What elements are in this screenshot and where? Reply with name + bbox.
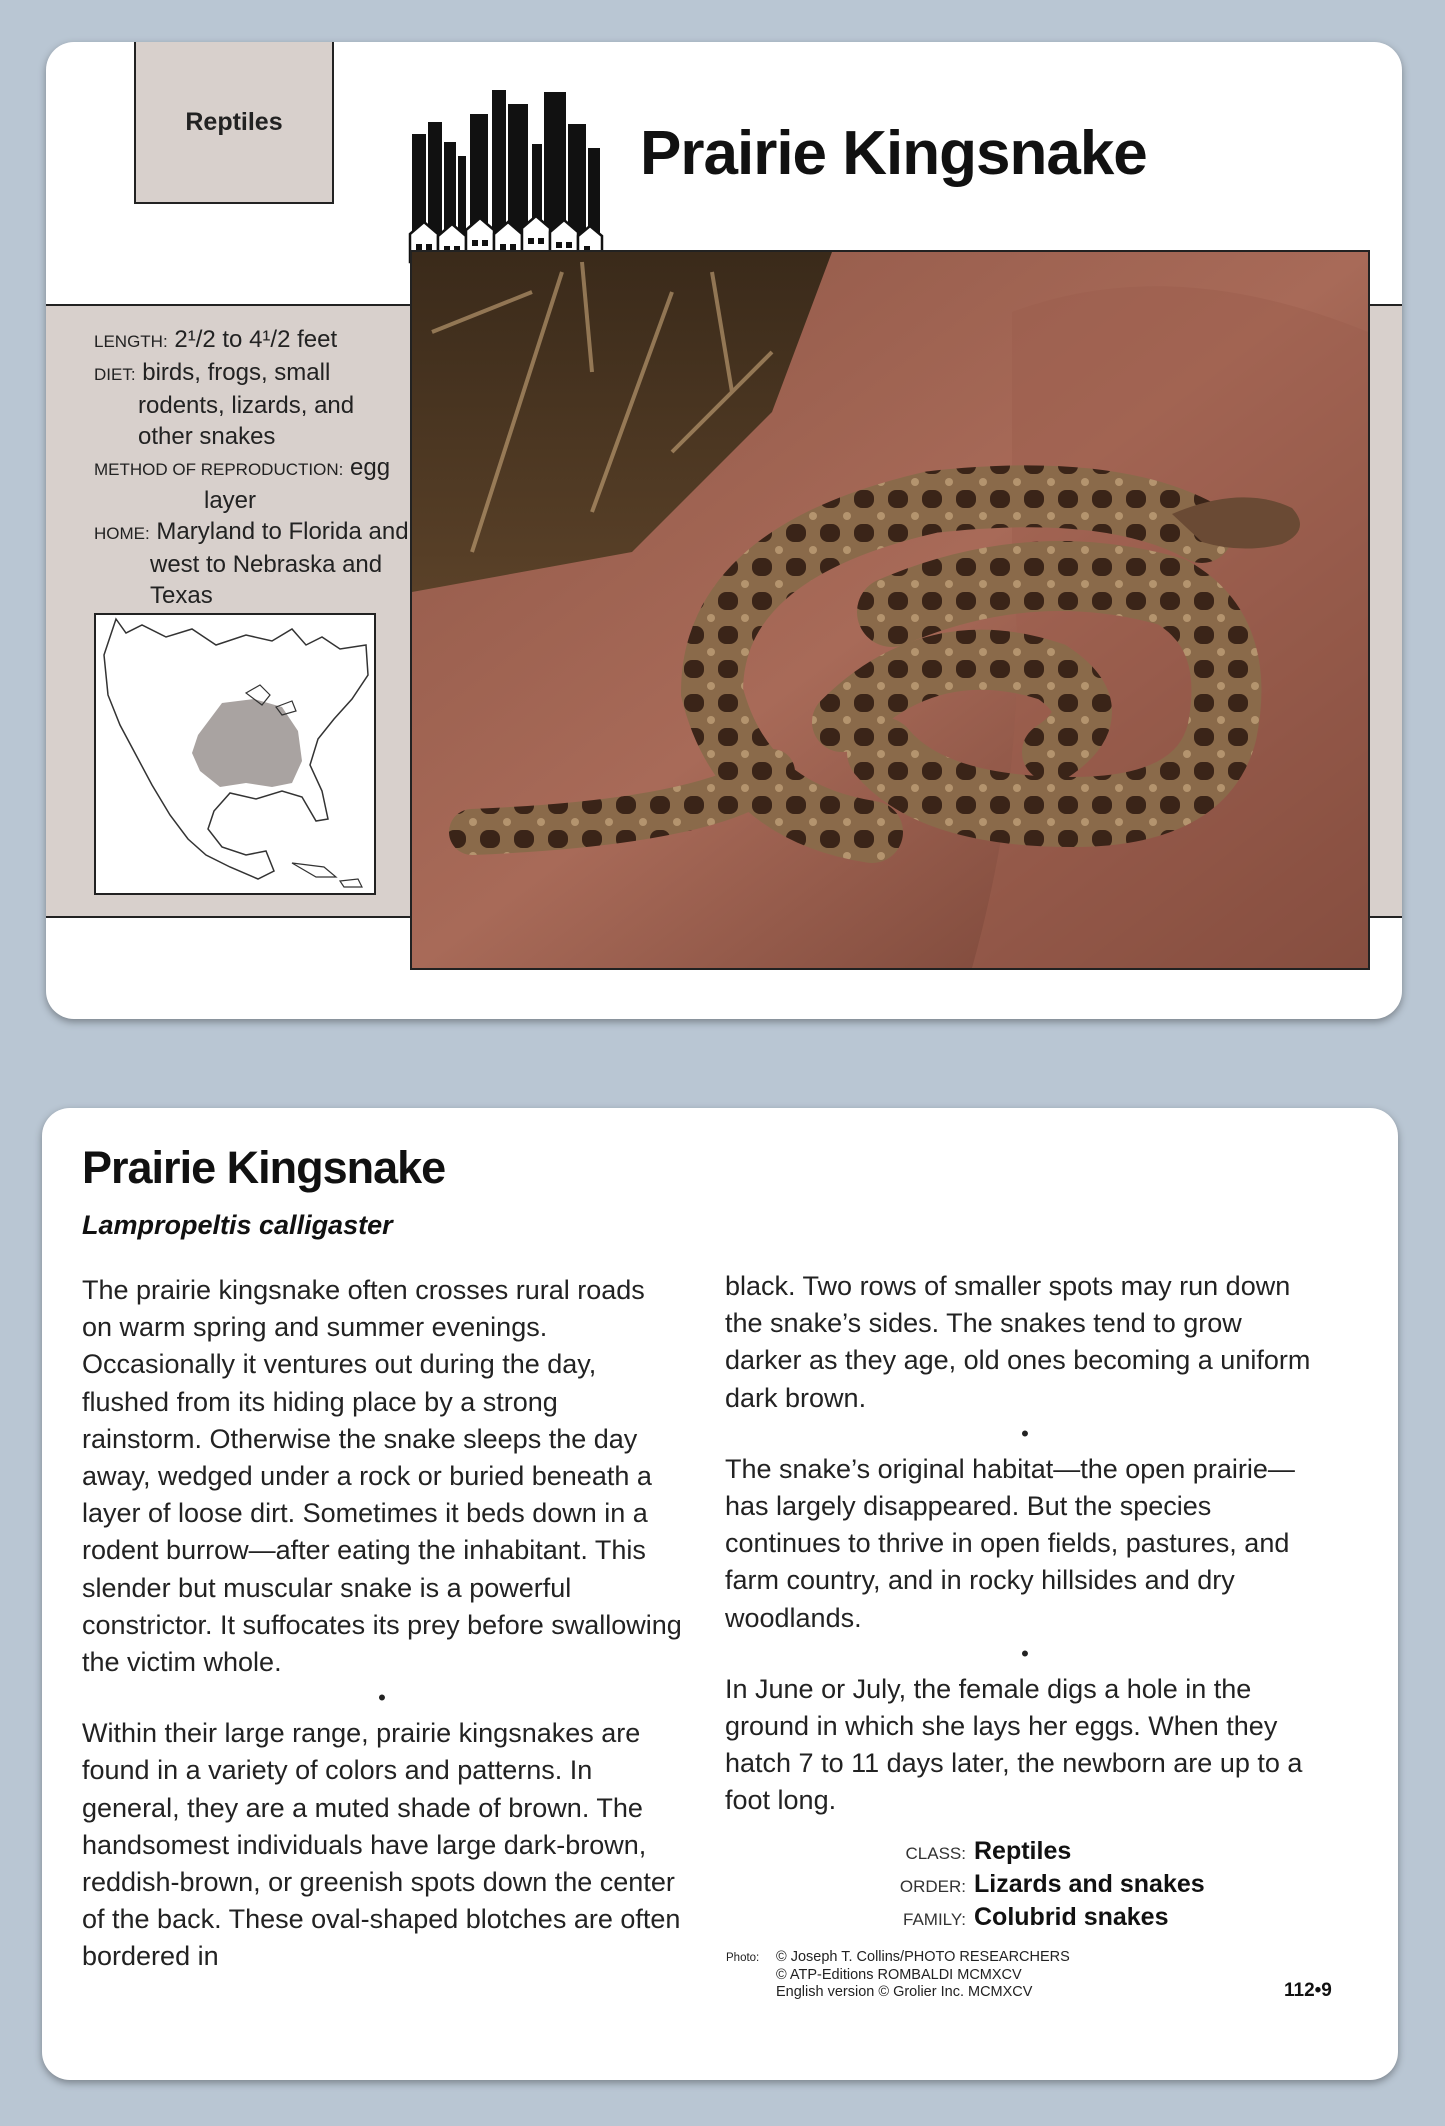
diet-label: DIET: [94,365,136,384]
front-card [46,42,1402,1019]
reproduction-value: layer [204,487,257,514]
diet-line: rodents, lizards, and [138,392,355,419]
front-title: Prairie Kingsnake [640,119,1147,188]
order-value: Lizards and snakes [974,1870,1205,1898]
text-column-right [725,1268,1325,1820]
city-skyline-icon [408,84,604,272]
coiled-snake-photo [410,250,1370,970]
credit-line: © Joseph T. Collins/PHOTO RESEARCHERS [776,1949,1070,1965]
reproduction-value: egg [350,454,391,481]
paragraph: Within their large range, prairie kingsnakes are found in a variety of colors and patterns. In general, they are a muted shade of brown. The handsomest individuals have large dark-brown, reddish-brown, or greenish spots down the center of the back. These oval-shaped blotches are often bordered in [82,1718,681,1972]
separator-dot: • [1021,1420,1029,1446]
class-label: CLASS: [905,1844,966,1863]
order-label: ORDER: [899,1877,966,1896]
photo-label: Photo: [726,1952,760,1964]
back-card [42,1108,1398,2080]
length-value: 2¹/2 to 4¹/2 feet [174,326,338,353]
family-value: Colubrid snakes [974,1903,1169,1931]
photo-credits [726,1949,1070,2001]
paragraph: The snake’s original habitat—the open prairie—has largely disappeared. But the species continues to thrive in open fields, pastures, and farm country, and in rocky hillsides and dry woodlands. [725,1453,1295,1633]
family-label: FAMILY: [903,1910,966,1929]
scientific-name: Lampropeltis calligaster [82,1210,393,1240]
classification [896,1836,1205,1935]
home-label: HOME: [94,524,150,543]
home-line: Texas [150,582,213,609]
credit-line: © ATP-Editions ROMBALDI MCMXCV [776,1967,1022,1983]
species-title: Prairie Kingsnake [82,1142,446,1193]
paragraph: The prairie kingsnake often crosses rural roads on warm spring and summer evenings. Occasionally it ventures out during the day, flushed from its hiding place by a strong rainstorm. Otherwise the snake sleeps the day away, wedged under a rock or buried beneath a layer of loose dirt. Sometimes it beds down in a rodent burrow—after eating the inhabitant. This slender but muscular snake is a powerful constrictor. It suffocates its prey before swallowing the victim whole. [82,1275,682,1678]
paragraph: In June or July, the female digs a hole in the ground in which she lays her eggs. When they hatch 7 to 11 days later, the newborn are up to a foot long. [725,1673,1303,1816]
separator-dot: • [1021,1640,1029,1666]
class-value: Reptiles [974,1837,1072,1865]
home-line: Maryland to Florida and [156,518,409,545]
diet-line: other snakes [138,423,276,450]
range-map [94,613,376,895]
separator-dot: • [378,1685,386,1711]
length-label: LENGTH: [94,332,168,351]
paragraph: black. Two rows of smaller spots may run down the snake’s sides. The snakes tend to grow darker as they age, old ones becoming a uniform dark brown. [725,1271,1311,1413]
fact-sheet [94,324,424,611]
home-line: west to Nebraska and [150,551,383,578]
category-label: Reptiles [134,42,334,204]
reproduction-label: METHOD OF REPRODUCTION: [94,460,344,479]
card-number: 112•9 [1284,1980,1332,2001]
credit-line: English version © Grolier Inc. MCMXCV [776,1984,1033,2000]
text-column-left [82,1272,682,1976]
diet-line: birds, frogs, small [142,359,331,386]
